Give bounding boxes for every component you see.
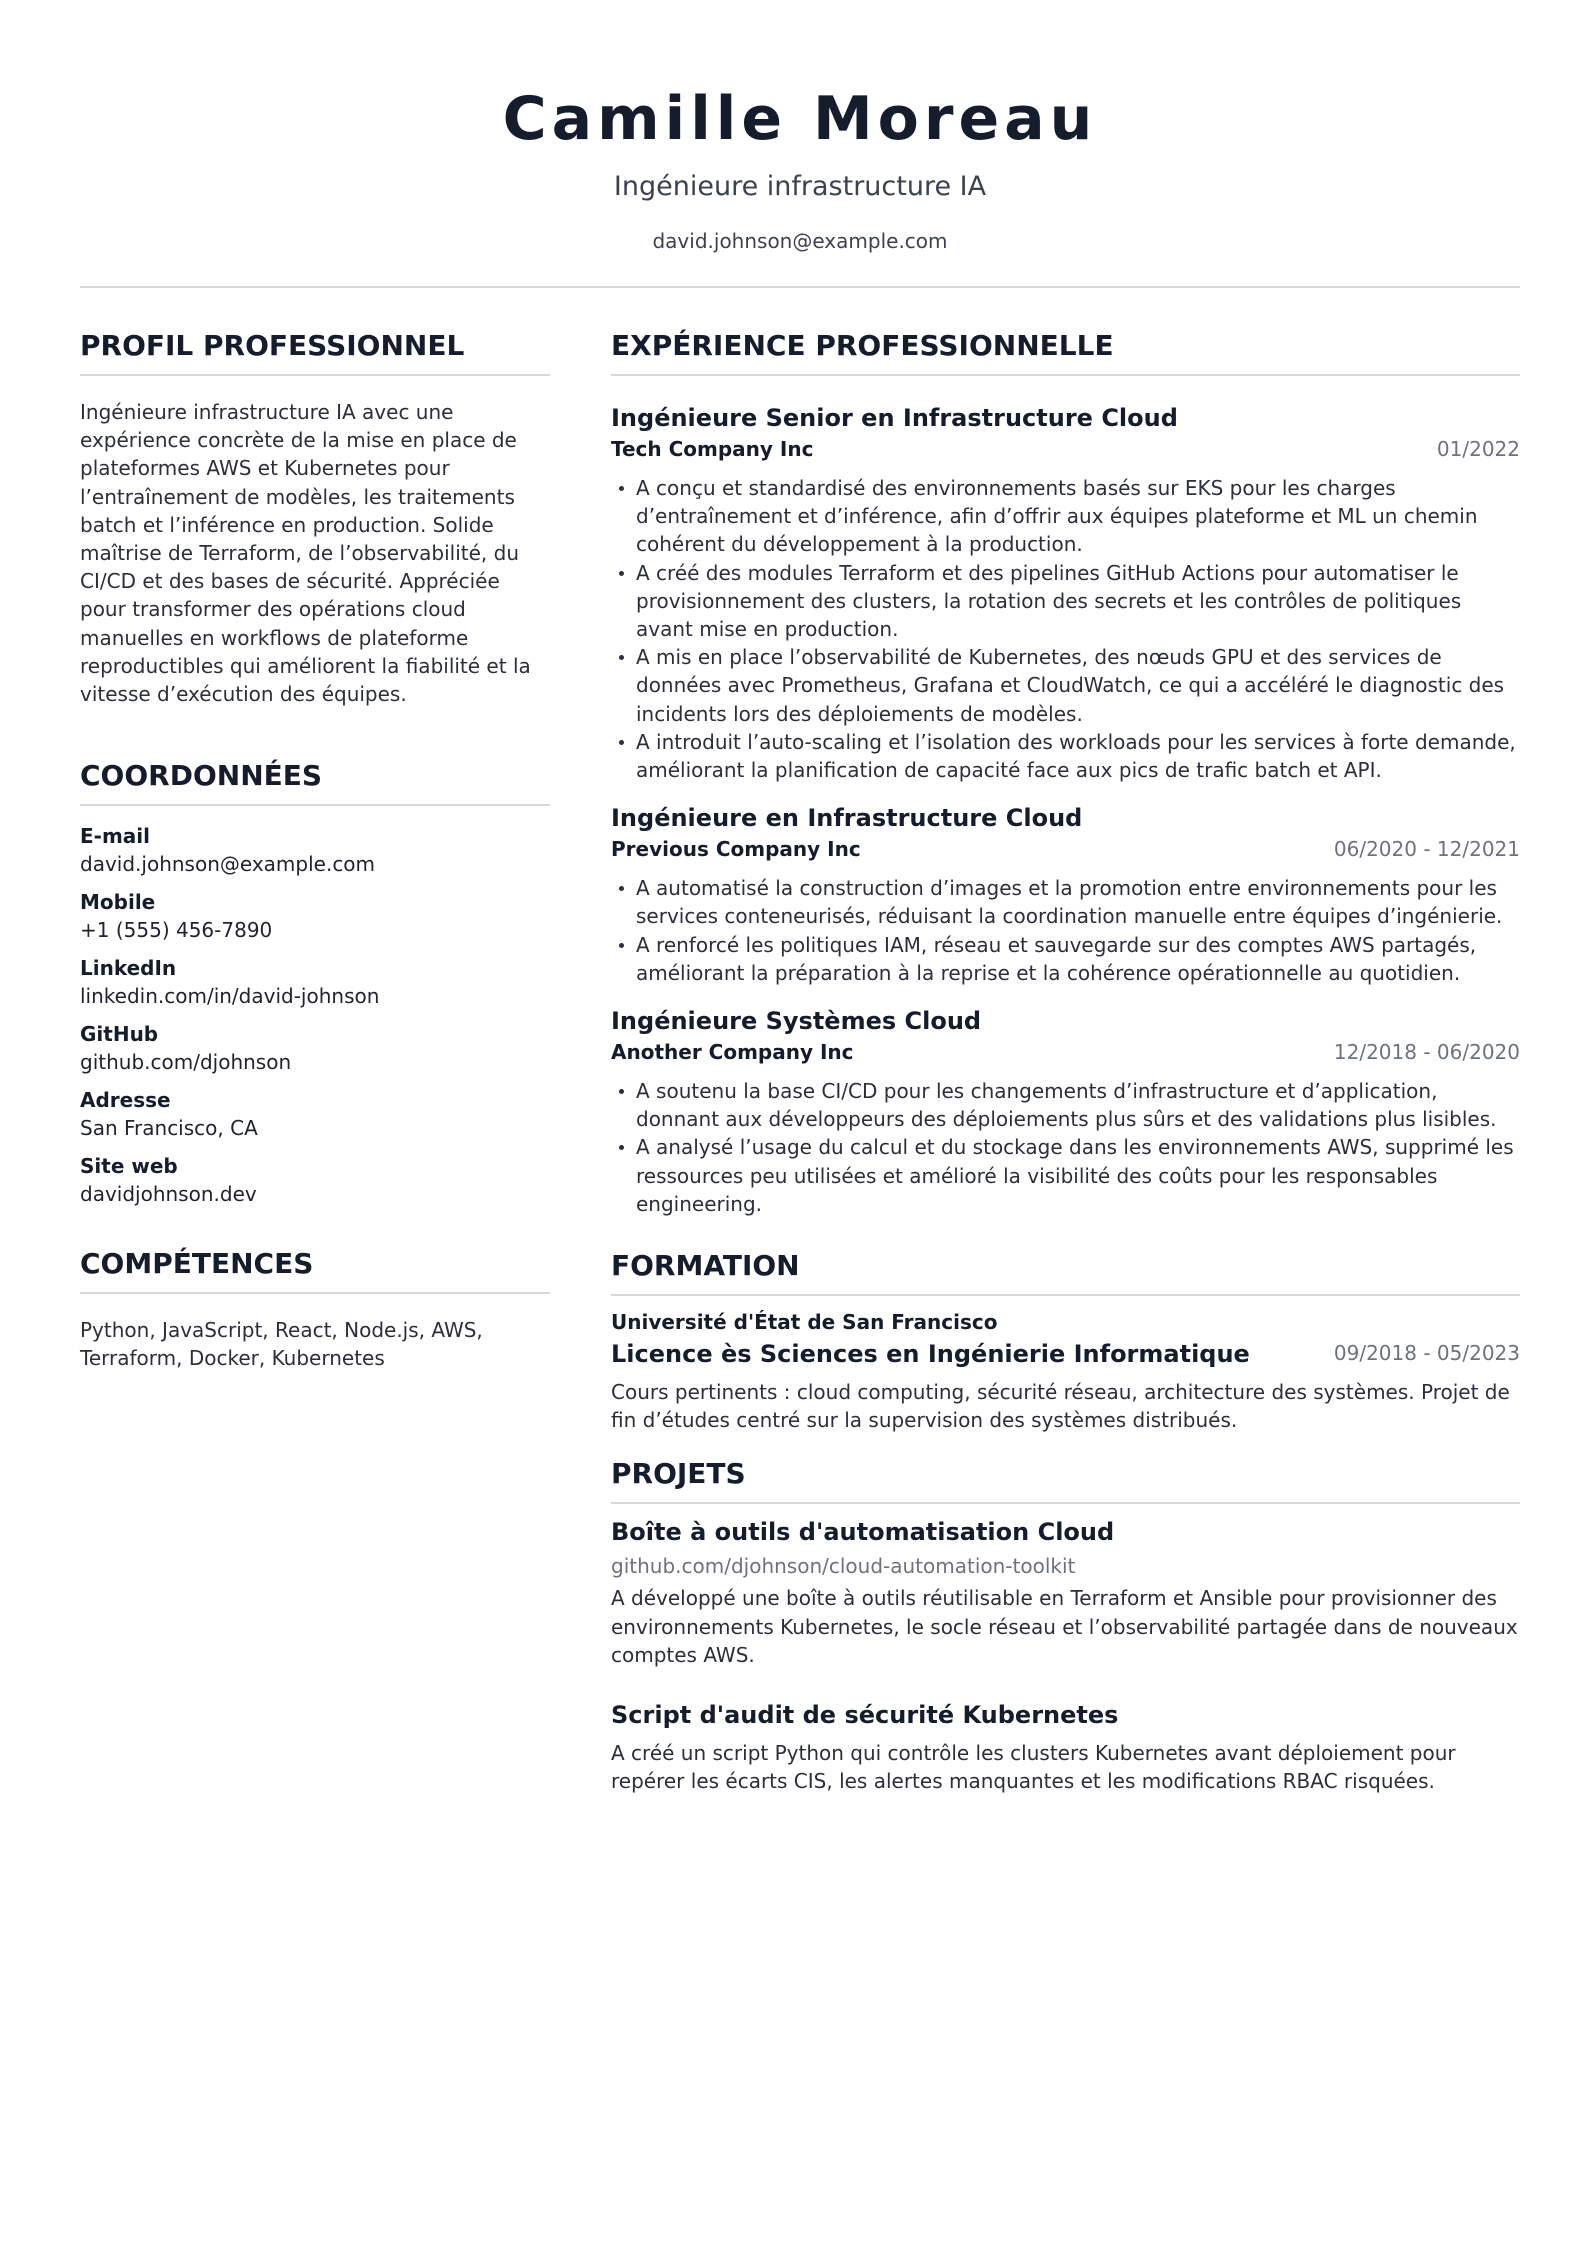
job-meta	[611, 834, 1520, 864]
contact-value-email[interactable]: david.johnson@example.com	[80, 852, 376, 877]
contact-value-mobile: +1 (555) 456-7890	[80, 918, 273, 943]
degree-row	[611, 1336, 1520, 1372]
projects-section	[611, 1456, 1520, 1795]
profile-section	[80, 328, 550, 708]
contact-list	[80, 822, 550, 1208]
job-bullet: A introduit l’auto-scaling et l’isolation des workloads pour les services à forte demande, améliorant la planification de capacité face aux pics de trafic batch et API.	[611, 728, 1520, 784]
job-bullet: A analysé l’usage du calcul et du stockage dans les environnements AWS, supprimé les ressources peu utilisées et amélioré la visibilité des coûts pour les responsables engineering.	[611, 1133, 1520, 1218]
contact-item-github	[80, 1020, 550, 1076]
contact-label: LinkedIn	[80, 956, 177, 981]
job-bullet: A créé des modules Terraform et des pipelines GitHub Actions pour automatiser le provisionnement des clusters, la rotation des secrets et les contrôles de politiques avant mise en production.	[611, 559, 1520, 644]
contact-label: Adresse	[80, 1088, 171, 1113]
project-text: A développé une boîte à outils réutilisable en Terraform et Ansible pour provisionner des environnements Kubernetes, le socle réseau et l’observabilité partagée dans de nouveaux comptes AWS.	[611, 1586, 1518, 1667]
project-link[interactable]: github.com/djohnson/cloud-automation-toolkit	[611, 1554, 1076, 1579]
skills-heading: COMPÉTENCES	[80, 1246, 550, 1294]
contact-value-github[interactable]: github.com/djohnson	[80, 1050, 292, 1075]
resume-header	[80, 0, 1520, 288]
job-entry	[611, 402, 1520, 784]
degree-name: Licence ès Sciences en Ingénierie Informatique	[611, 1340, 1250, 1369]
job-bullets	[611, 1077, 1520, 1218]
job-title: Ingénieure en Infrastructure Cloud	[611, 804, 1083, 833]
company-name: Another Company Inc	[611, 1040, 854, 1065]
job-date: 12/2018 - 06/2020	[1333, 1040, 1520, 1065]
contact-item-website	[80, 1152, 550, 1208]
education-date: 09/2018 - 05/2023	[1333, 1341, 1520, 1366]
project-text: A créé un script Python qui contrôle les clusters Kubernetes avant déploiement pour repérer les écarts CIS, les alertes manquantes et les modifications RBAC risquées.	[611, 1741, 1456, 1794]
job-bullets	[611, 874, 1520, 987]
school-name: Université d'État de San Francisco	[611, 1310, 998, 1335]
education-entry	[611, 1308, 1520, 1434]
job-entry	[611, 1005, 1520, 1218]
job-title: Ingénieure Systèmes Cloud	[611, 1007, 982, 1036]
job-bullet: A renforcé les politiques IAM, réseau et sauvegarde sur des comptes AWS partagés, améliorant la préparation à la reprise et la cohérence opérationnelle au quotidien.	[611, 931, 1520, 987]
job-meta	[611, 434, 1520, 464]
education-heading: FORMATION	[611, 1248, 1520, 1296]
left-column	[80, 328, 550, 1373]
contact-value-linkedin[interactable]: linkedin.com/in/david-johnson	[80, 984, 380, 1009]
job-meta	[611, 1037, 1520, 1067]
contact-item-linkedin	[80, 954, 550, 1010]
project-title: Script d'audit de sécurité Kubernetes	[611, 1701, 1119, 1730]
job-bullet: A automatisé la construction d’images et la promotion entre environnements pour les services conteneurisés, réduisant la coordination manuelle entre équipes d’ingénierie.	[611, 874, 1520, 930]
contact-section	[80, 758, 550, 1208]
education-section	[611, 1248, 1520, 1434]
company-name: Tech Company Inc	[611, 437, 814, 461]
contact-label: Site web	[80, 1154, 178, 1179]
projects-heading: PROJETS	[611, 1456, 1520, 1504]
education-text: Cours pertinents : cloud computing, sécurité réseau, architecture des systèmes. Projet de fin d’études centré sur la supervision des systèmes distribués.	[611, 1380, 1510, 1433]
project-entry	[611, 1516, 1520, 1669]
experience-heading: EXPÉRIENCE PROFESSIONNELLE	[611, 328, 1520, 376]
skills-text: Python, JavaScript, React, Node.js, AWS, Terraform, Docker, Kubernetes	[80, 1318, 483, 1371]
contact-label: E-mail	[80, 824, 151, 849]
contact-value-address: San Francisco, CA	[80, 1116, 258, 1141]
job-date: 01/2022	[1436, 437, 1520, 461]
skills-section	[80, 1246, 550, 1372]
contact-label: GitHub	[80, 1022, 159, 1047]
project-title: Boîte à outils d'automatisation Cloud	[611, 1518, 1115, 1547]
contact-heading: COORDONNÉES	[80, 758, 550, 806]
company-name: Previous Company Inc	[611, 837, 861, 862]
experience-section	[611, 328, 1520, 1218]
job-bullet: A conçu et standardisé des environnements basés sur EKS pour les charges d’entraînement et d’inférence, afin d’offrir aux équipes plateforme et ML un chemin cohérent du développement à la production.	[611, 474, 1520, 559]
right-column	[611, 328, 1520, 1795]
profile-heading: PROFIL PROFESSIONNEL	[80, 328, 550, 376]
job-bullets	[611, 474, 1520, 784]
job-date: 06/2020 - 12/2021	[1333, 837, 1520, 862]
job-bullet: A mis en place l’observabilité de Kubernetes, des nœuds GPU et des services de données avec Prometheus, Grafana et CloudWatch, ce qui a accéléré le diagnostic des incidents lors des déploiements de modèles.	[611, 643, 1520, 728]
contact-value-website[interactable]: davidjohnson.dev	[80, 1182, 257, 1207]
candidate-name: Camille Moreau	[502, 84, 1098, 154]
job-bullet: A soutenu la base CI/CD pour les changements d’infrastructure et d’application, donnant aux développeurs des déploiements plus sûrs et des validations plus lisibles.	[611, 1077, 1520, 1133]
job-title: Ingénieure Senior en Infrastructure Cloud	[611, 404, 1178, 432]
header-email: david.johnson@example.com	[652, 229, 948, 253]
contact-item-mobile	[80, 888, 550, 944]
contact-item-address	[80, 1086, 550, 1142]
job-entry	[611, 802, 1520, 987]
contact-label: Mobile	[80, 890, 156, 915]
candidate-role: Ingénieure infrastructure IA	[613, 171, 987, 202]
project-entry	[611, 1699, 1520, 1795]
profile-text: Ingénieure infrastructure IA avec une expérience concrète de la mise en place de plateformes AWS et Kubernetes pour l’entraînement de modèles, les traitements batch et l’inférence en production. Solide maîtrise de Terraform, de l’observabilité, du CI/CD et des bases de sécurité. Appréciée pour transformer des opérations cloud manuelles en workflows de plateforme reproductibles qui améliorent la fiabilité et la vitesse d’exécution des équipes.	[80, 400, 531, 707]
contact-item-email	[80, 822, 550, 878]
